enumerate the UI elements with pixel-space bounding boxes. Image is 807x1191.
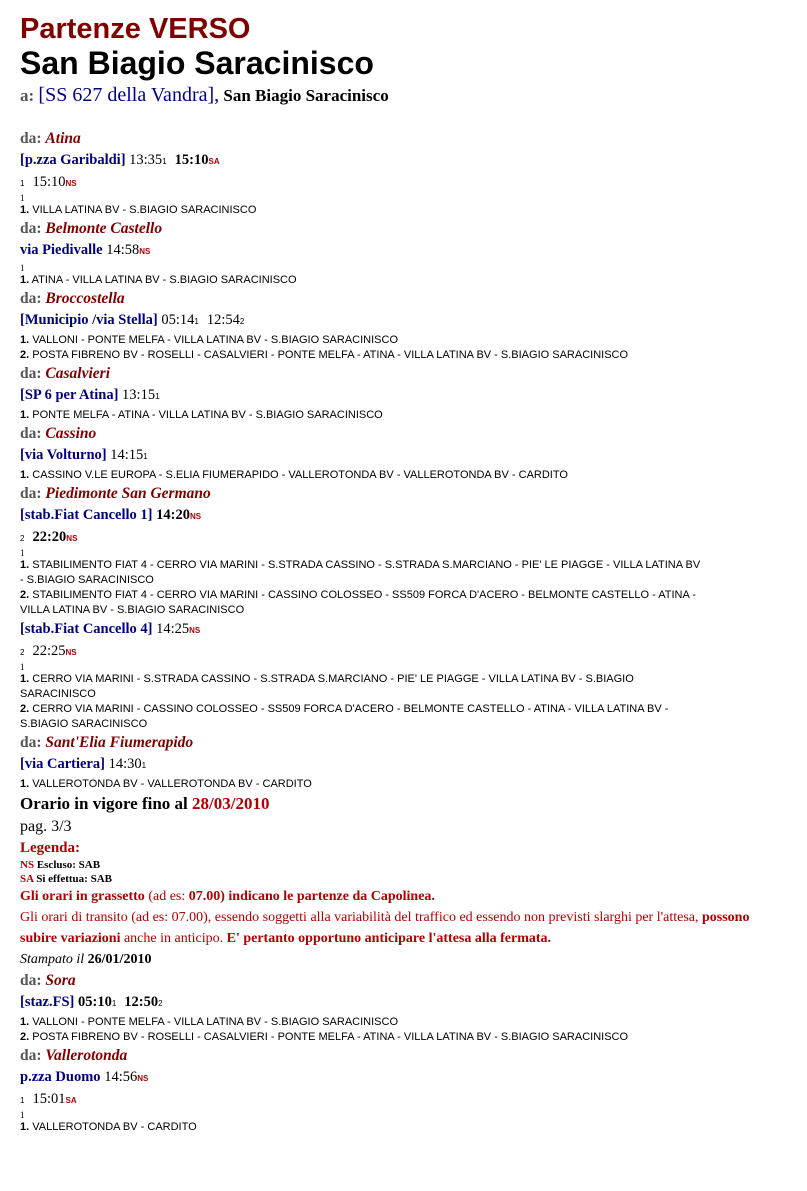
departure-note: 2 [158,999,163,1008]
origin-header [20,732,792,753]
page-title-line1: Partenze VERSO [20,13,251,45]
destination-stop: [SS 627 della Vandra], [38,84,220,106]
departure-time: 15:10 [32,174,66,190]
origin-label: da: [20,425,42,442]
origin-label: da: [20,734,42,751]
note-part: Gli orari in grassetto [20,889,145,904]
extra-index: 2 [20,534,25,543]
legend-item-ns [20,858,792,872]
stop-departures [20,384,792,408]
route-description [20,1030,792,1045]
route-number: 2. [20,349,30,361]
validity-text: Orario in vigore fino al [20,794,188,813]
stop-departures [20,1066,792,1090]
departure-note: NS [137,1074,149,1083]
origin-header [20,1045,792,1066]
origin-label: da: [20,220,42,237]
stop-departures [20,149,792,173]
stop-departures [20,753,792,777]
route-text: POSTA FIBRENO BV - ROSELLI - CASALVIERI - PONTE MELFA - ATINA - VILLA LATINA BV - S.BIAGIO SARACINISCO [32,1031,629,1043]
route-description [20,203,792,218]
origin-label: da: [20,365,42,382]
legend-text: Si effettua: SAB [36,873,112,885]
route-number: 1. [20,1016,30,1028]
origin-header [20,218,792,239]
route-description [20,1120,792,1135]
extra-departure [20,528,792,548]
departure-time: 15:10 [174,152,209,168]
route-text: POSTA FIBRENO BV - ROSELLI - CASALVIERI - PONTE MELFA - ATINA - VILLA LATINA BV - S.BIAGIO SARACINISCO [32,349,629,361]
departure-time: 14:56 [104,1069,138,1085]
note-part: E' pertanto opportuno anticipare l'attesa alla fermata. [226,931,552,946]
stop-departures [20,309,792,333]
destination-town: San Biagio Saracinisco [223,86,389,105]
route-text: VILLA LATINA BV - S.BIAGIO SARACINISCO [32,204,257,216]
stop-name: [stab.Fiat Cancello 4] [20,621,153,637]
origin-label: da: [20,130,42,147]
route-description [20,348,792,363]
origin-name: Sant'Elia Fiumerapido [45,734,194,751]
frequency-index: 1 [20,1110,25,1120]
stop-name: [via Cartiera] [20,756,105,772]
departure-time: 14:58 [106,242,140,258]
route-text: PONTE MELFA - ATINA - VILLA LATINA BV - S.BIAGIO SARACINISCO [32,409,383,421]
route-text: CASSINO V.LE EUROPA - S.ELIA FIUMERAPIDO - VALLEROTONDA BV - VALLEROTONDA BV - CARDITO [32,469,568,481]
departure-note: 1 [162,157,167,166]
footer-block [20,792,792,970]
stop-name: [SP 6 per Atina] [20,387,119,403]
departure-time: 12:54 [206,312,240,328]
departure-note: NS [66,534,78,543]
departure-note: NS [65,179,77,188]
route-description [20,702,792,732]
route-text: VALLEROTONDA BV - CARDITO [32,1121,197,1133]
legend-title: Legenda: [20,840,80,856]
departure-note: 1 [143,452,148,461]
origin-label: da: [20,972,42,989]
route-number: 1. [20,673,30,685]
stop-departures [20,504,792,528]
route-number: 1. [20,778,30,790]
note-part: 07.00) [188,889,225,904]
departure-time: 14:30 [108,756,142,772]
route-number: 1. [20,469,30,481]
departure-note: SA [208,157,220,166]
note-part: possono [702,910,750,925]
departure-note: 1 [155,392,160,401]
route-description [20,468,792,483]
origin-groups-top [20,128,792,792]
departure-note: 2 [239,317,245,326]
stop-name: [via Volturno] [20,447,107,463]
origin-name: Belmonte Castello [45,220,163,237]
origin-name: Cassino [45,425,97,442]
route-number: 1. [20,334,30,346]
note-variations [20,928,792,949]
note-part: anche in anticipo. [123,931,224,946]
page-number: pag. 3/3 [20,818,72,835]
departure-time: 22:20 [32,529,67,545]
legend-code: SA [20,873,34,885]
legend-text: Escluso: SAB [36,859,101,871]
departure-note: NS [189,626,201,635]
extra-index: 2 [20,648,25,657]
departure-time: 22:25 [32,643,66,659]
stop-name: via Piedivalle [20,242,103,258]
frequency-index: 1 [20,548,25,558]
origin-groups-bottom [20,970,792,1135]
route-description [20,1015,792,1030]
note-part: Gli orari di transito (ad es: 07.00), essendo soggetti alla variabilità del traffico ed essendo non previsti slarghi per l'attesa, [20,910,699,925]
departure-note: NS [65,648,77,657]
stop-departures [20,444,792,468]
route-description [20,558,792,588]
legend-code: NS [20,859,35,871]
print-stamp [20,949,792,970]
departure-note: 1 [194,317,199,326]
extra-departure [20,1090,792,1110]
route-number: 1. [20,1121,30,1133]
timetable-page [20,14,792,1135]
stop-name: [Municipio /via Stella] [20,312,158,328]
legend-item-sa [20,872,792,886]
route-text: ATINA - VILLA LATINA BV - S.BIAGIO SARACINISCO [31,274,297,286]
origin-header [20,288,792,309]
departure-time: 14:15 [110,447,144,463]
stop-name: p.zza Duomo [20,1069,101,1085]
origin-header [20,423,792,444]
route-number: 1. [20,274,30,286]
frequency-index: 1 [20,662,25,672]
route-description [20,588,792,618]
note-transit-times [20,907,792,928]
stop-name: [stab.Fiat Cancello 1] [20,507,153,523]
frequency-index: 1 [20,263,25,273]
stamp-date: 26/01/2010 [87,952,152,967]
stop-name: [p.zza Garibaldi] [20,152,126,168]
route-text: CERRO VIA MARINI - CASSINO COLOSSEO - SS509 FORCA D'ACERO - BELMONTE CASTELLO - ATINA - VILLA LATINA BV - S.BIAGIO SARACINISCO [20,703,669,730]
route-text: VALLONI - PONTE MELFA - VILLA LATINA BV - S.BIAGIO SARACINISCO [32,1016,399,1028]
departure-note: 1 [111,999,117,1008]
route-description [20,672,792,702]
origin-label: da: [20,485,42,502]
extra-departure [20,173,792,193]
note-part: indicano le partenze da Capolinea. [228,889,435,904]
extra-index: 1 [20,1096,25,1105]
origin-name: Atina [45,130,81,147]
route-text: VALLONI - PONTE MELFA - VILLA LATINA BV - S.BIAGIO SARACINISCO [32,334,399,346]
stop-departures [20,618,792,642]
route-text: STABILIMENTO FIAT 4 - CERRO VIA MARINI - CASSINO COLOSSEO - SS509 FORCA D'ACERO - BELMONTE CASTELLO - ATINA - VILLA LATINA BV - S.BIAGIO SARACINISCO [20,589,696,616]
route-number: 2. [20,703,30,715]
departure-note: NS [139,247,151,256]
origin-name: Broccostella [45,290,125,307]
origin-header [20,363,792,384]
destination-label: a: [20,86,35,105]
departure-time: 13:15 [122,387,156,403]
stop-departures [20,991,792,1015]
departure-time: 05:10 [78,994,112,1010]
validity-date: 28/03/2010 [192,794,270,813]
departure-time: 12:50 [124,994,159,1010]
departure-time: 15:01 [32,1091,66,1107]
departure-time: 14:25 [156,621,190,637]
departure-time: 13:35 [129,152,163,168]
note-part: subire variazioni [20,931,121,946]
route-description [20,273,792,288]
note-part: (ad es: [148,889,186,904]
departure-note: 1 [141,761,147,770]
stop-departures [20,239,792,263]
origin-label: da: [20,290,42,307]
stamp-label: Stampato il [20,952,85,967]
validity-line [20,792,792,816]
frequency-index: 1 [20,193,25,203]
route-number: 1. [20,559,30,571]
extra-departure [20,642,792,662]
origin-name: Casalvieri [45,365,111,382]
route-number: 1. [20,204,30,216]
note-bold-times [20,886,792,907]
departure-note: NS [189,512,202,521]
route-text: CERRO VIA MARINI - S.STRADA CASSINO - S.STRADA S.MARCIANO - PIE' LE PIAGGE - VILLA LATINA BV - S.BIAGIO SARACINISCO [20,673,634,700]
route-number: 1. [20,409,30,421]
departure-note: SA [65,1096,77,1105]
stop-name: [staz.FS] [20,994,75,1010]
extra-index: 1 [20,179,25,188]
origin-name: Piedimonte San Germano [45,485,211,502]
page-title-line2: San Biagio Saracinisco [20,45,374,81]
route-description [20,408,792,423]
destination-row [20,83,792,108]
route-description [20,777,792,792]
route-text: VALLEROTONDA BV - VALLEROTONDA BV - CARDITO [32,778,312,790]
route-number: 2. [20,589,30,601]
origin-header [20,128,792,149]
origin-name: Vallerotonda [45,1047,128,1064]
departure-time: 14:20 [156,507,190,523]
origin-name: Sora [45,972,76,989]
origin-header [20,483,792,504]
origin-label: da: [20,1047,42,1064]
route-description [20,333,792,348]
departure-time: 05:14 [161,312,195,328]
origin-header [20,970,792,991]
route-number: 2. [20,1031,30,1043]
route-text: STABILIMENTO FIAT 4 - CERRO VIA MARINI - S.STRADA CASSINO - S.STRADA S.MARCIANO - PIE' LE PIAGGE - VILLA LATINA BV - S.BIAGIO SARACINISCO [20,559,701,586]
